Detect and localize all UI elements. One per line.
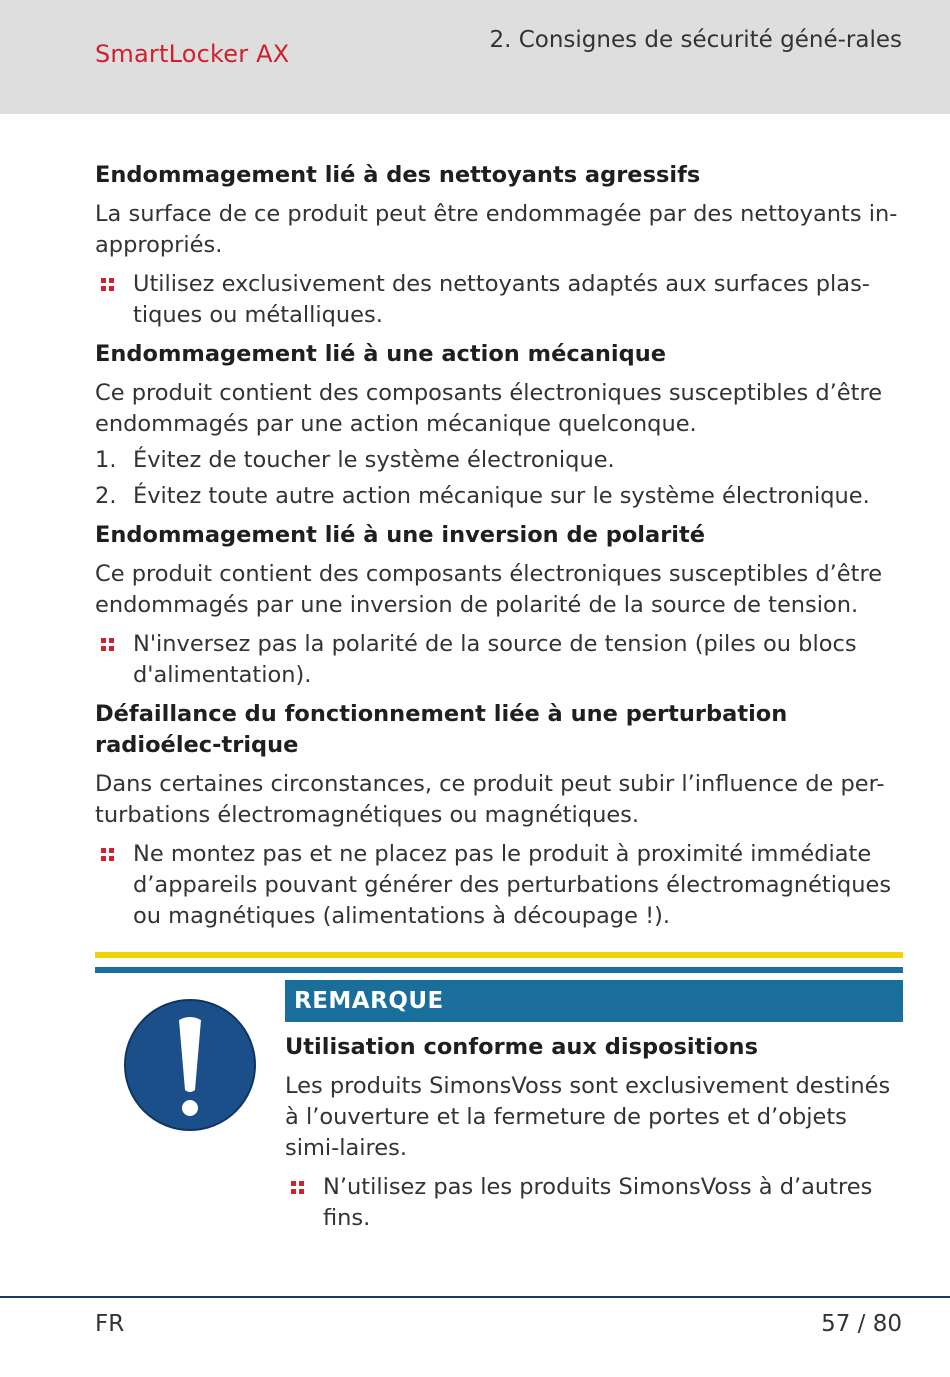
section-cleaners [95, 160, 903, 331]
notice-heading: Utilisation conforme aux dispositions [285, 1034, 758, 1060]
notice-text: Les produits SimonsVoss sont exclusivement destinés à l’ouverture et la fermeture de portes et d’objets simi-laires. [285, 1073, 891, 1161]
section-mechanical [95, 339, 903, 512]
section-text: Ce produit contient des composants électroniques susceptibles d’être endommagés par une action mécanique quelconque. [95, 380, 883, 437]
section-text: Dans certaines circonstances, ce produit peut subir l’influence de per-turbations électromagnétiques ou magnétiques. [95, 771, 885, 828]
bullet-icon [101, 848, 115, 862]
chapter-title: 2. Consignes de sécurité géné-rales [489, 27, 902, 53]
bullet-icon [101, 638, 115, 652]
list-item [95, 481, 903, 512]
footer-divider [0, 1296, 950, 1298]
section-text: La surface de ce produit peut être endommagée par des nettoyants in-appropriés. [95, 201, 898, 258]
bullet-icon [101, 278, 115, 292]
exclamation-icon [123, 998, 257, 1132]
page-header [0, 0, 950, 114]
list-item [95, 445, 903, 476]
section-heading: Endommagement lié à des nettoyants agressifs [95, 162, 701, 188]
section-heading: Endommagement lié à une action mécanique [95, 341, 667, 367]
main-content [95, 160, 903, 940]
bullet-text: Utilisez exclusivement des nettoyants adaptés aux surfaces plas-tiques ou métalliques. [133, 271, 870, 328]
notice-top-bar [95, 952, 903, 958]
bullet-text: Ne montez pas et ne placez pas le produit à proximité immédiate d’appareils pouvant générer des perturbations électromagnétiques ou magnétiques (alimentations à découpage !). [133, 841, 892, 929]
step-number: 1. [95, 447, 117, 473]
section-polarity [95, 520, 903, 691]
notice-box [95, 952, 903, 1252]
product-name: SmartLocker AX [95, 40, 290, 68]
list-item [95, 629, 903, 691]
step-number: 2. [95, 483, 117, 509]
notice-body [285, 1032, 903, 1234]
section-interference [95, 699, 903, 932]
section-heading: Défaillance du fonctionnement liée à une perturbation radioélec-trique [95, 701, 788, 758]
notice-label: REMARQUE [285, 980, 903, 1022]
language-code: FR [95, 1311, 125, 1337]
section-heading: Endommagement lié à une inversion de polarité [95, 522, 706, 548]
bullet-text: N’utilisez pas les produits SimonsVoss à d’autres fins. [323, 1174, 873, 1231]
bullet-text: N'inversez pas la polarité de la source de tension (piles ou blocs d'alimentation). [133, 631, 857, 688]
notice-blue-bar [95, 967, 903, 973]
page-number: 57 / 80 [821, 1311, 902, 1337]
bullet-icon [291, 1181, 305, 1195]
step-text: Évitez toute autre action mécanique sur le système électronique. [133, 483, 870, 509]
section-text: Ce produit contient des composants électroniques susceptibles d’être endommagés par une inversion de polarité de la source de tension. [95, 561, 883, 618]
list-item [95, 269, 903, 331]
step-text: Évitez de toucher le système électronique. [133, 447, 615, 473]
list-item [95, 839, 903, 932]
list-item [285, 1172, 903, 1234]
